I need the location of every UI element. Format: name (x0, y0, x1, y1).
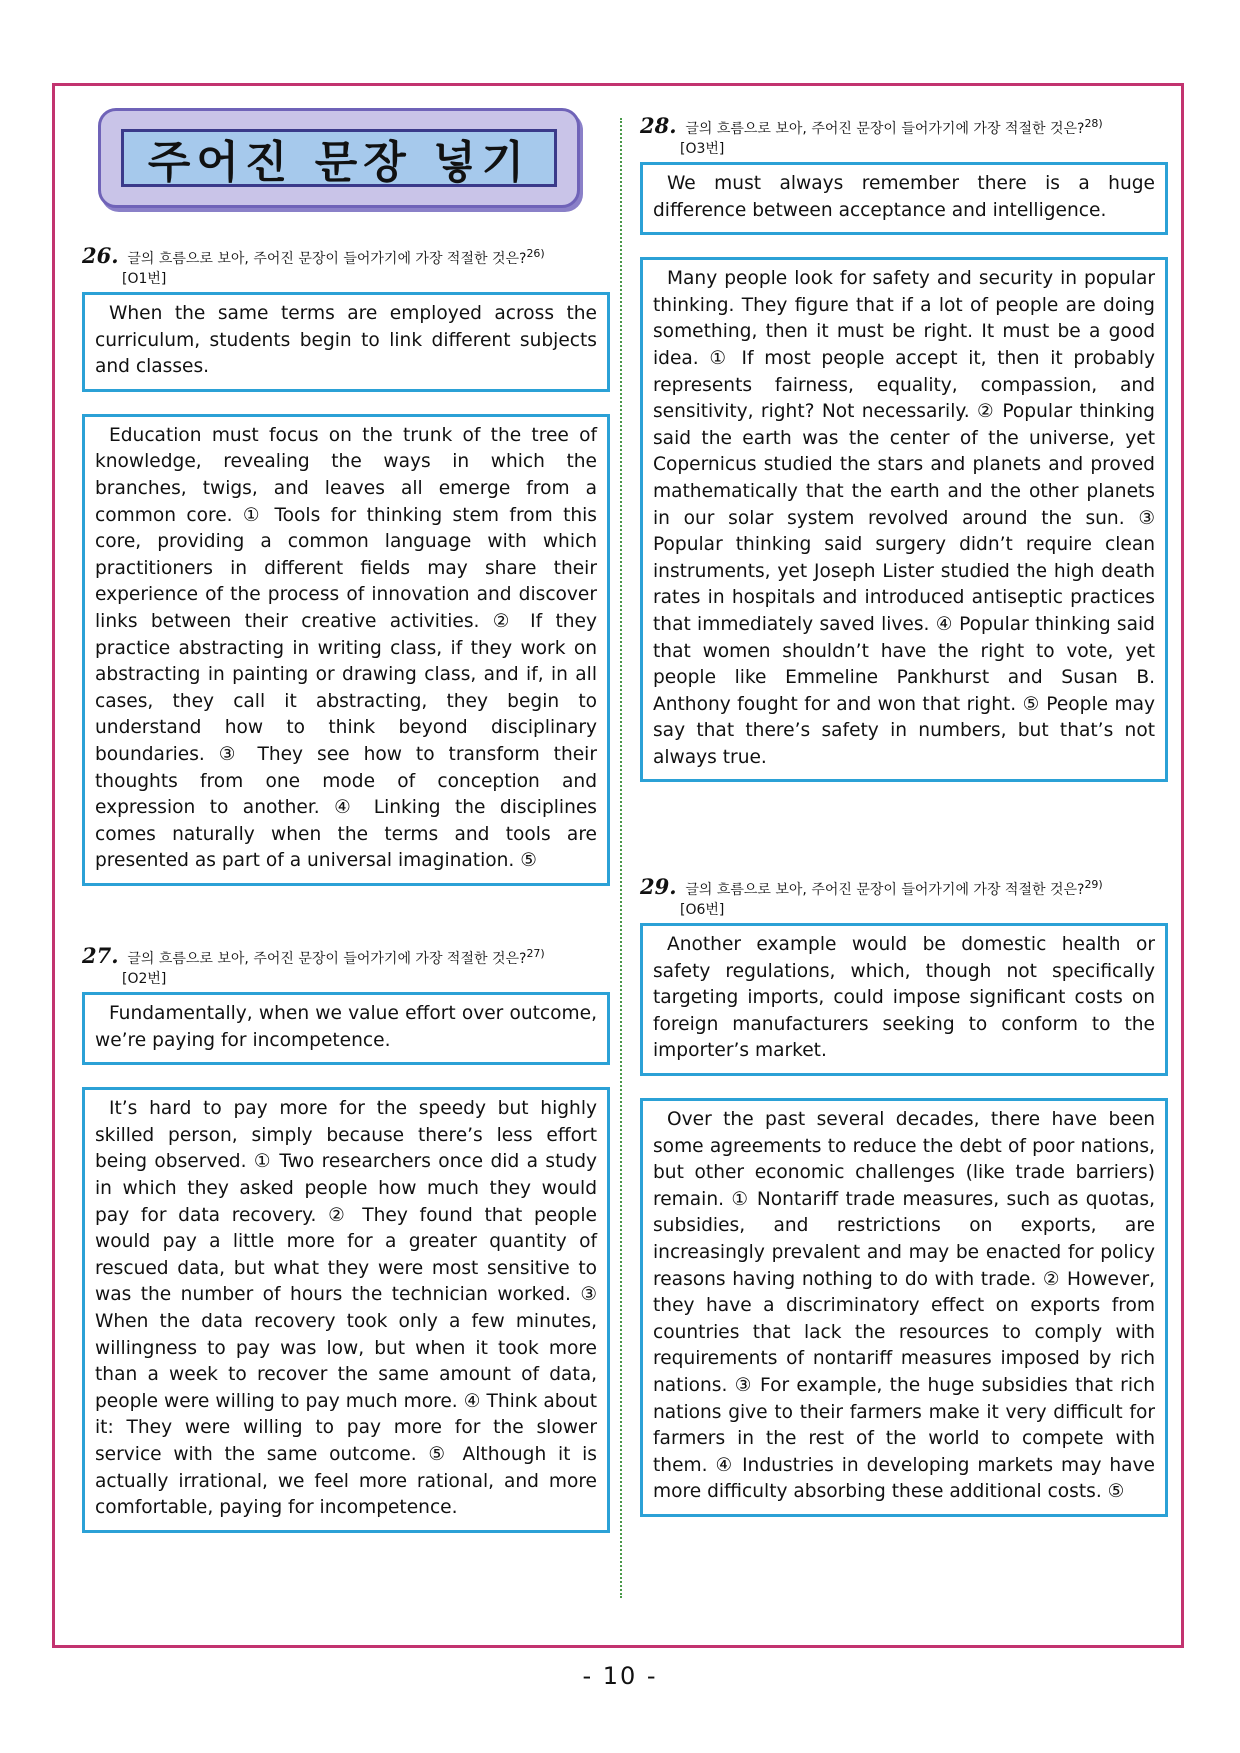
question-header (82, 943, 610, 988)
question-prompt: 글의 흐름으로 보아, 주어진 문장이 들어가기에 가장 적절한 것은? (685, 882, 1085, 898)
question-header (82, 243, 610, 288)
given-sentence-box: Fundamentally, when we value effort over outcome, we’re paying for incompetence. (82, 992, 610, 1065)
footnote-marker: 27) (526, 947, 545, 960)
footnote-marker: 28) (1084, 117, 1103, 130)
question-27 (82, 943, 610, 1533)
footnote-marker: 29) (1084, 878, 1103, 891)
given-sentence-box: Another example would be domestic health or safety regulations, which, though not specifically targeting imports, could impose significant costs on foreign manufacturers seeking to conform to the importer’s market. (640, 923, 1168, 1076)
question-code: [O2번] (122, 971, 167, 987)
question-number: 26. (82, 243, 119, 268)
section-title: 주어진 문장 넣기 (147, 137, 531, 188)
given-sentence-box: We must always remember there is a huge difference between acceptance and intelligence. (640, 162, 1168, 235)
question-prompt: 글의 흐름으로 보아, 주어진 문장이 들어가기에 가장 적절한 것은? (127, 251, 527, 267)
question-code: [O1번] (122, 271, 167, 287)
question-prompt: 글의 흐름으로 보아, 주어진 문장이 들어가기에 가장 적절한 것은? (127, 951, 527, 967)
column-divider (620, 118, 622, 1598)
question-header (640, 874, 1168, 919)
question-header (640, 113, 1168, 158)
passage-box: Over the past several decades, there have been some agreements to reduce the debt of poor nations, but other economic challenges (like trade barriers) remain. ① Nontariff trade measures, such as quotas, subsidies, and restrictions on exports, are increasingly prevalent and may be enacted for policy reasons having nothing to do with trade. ② However, they have a discriminatory effect on exports from countries that lack the resources to comply with requirements of nontariff measures imposed by rich nations. ③ For example, the huge subsidies that rich nations give to their farmers make it very difficult for farmers in the rest of the world to compete with them. ④ Industries in developing markets may have more difficulty absorbing these additional costs. ⑤ (640, 1098, 1168, 1517)
footnote-marker: 26) (526, 247, 545, 260)
question-code: [O6번] (680, 902, 725, 918)
passage-box: Education must focus on the trunk of the tree of knowledge, revealing the ways in which the branches, twigs, and leaves all emerge from a common core. ① Tools for thinking stem from this core, providing a common language with which practitioners in different fields may share their experience of the process of innovation and discover links between their creative activities. ② If they practice abstracting in writing class, if they work on abstracting in painting or drawing class, and if, in all cases, they call it abstracting, they begin to understand how to think beyond disciplinary boundaries. ③ They see how to transform their thoughts from one mode of conception and expression to another. ④ Linking the disciplines comes naturally when the terms and tools are presented as part of a universal imagination. ⑤ (82, 414, 610, 886)
given-sentence-box: When the same terms are employed across the curriculum, students begin to link different subjects and classes. (82, 292, 610, 392)
page-number: - 10 - (582, 1662, 658, 1690)
passage-box: It’s hard to pay more for the speedy but highly skilled person, simply because there’s less effort being observed. ① Two researchers once did a study in which they asked people how much they would pay for data recovery. ② They found that people would pay a little more for a greater quantity of rescued data, but what they were most sensitive to was the number of hours the technician worked. ③ When the data recovery took only a few minutes, willingness to pay was low, but when it took more than a week to recover the same amount of data, people were willing to pay much more. ④ Think about it: They were willing to pay more for the slower service with the same outcome. ⑤ Although it is actually irrational, we feel more rational, and more comfortable, paying for incompetence. (82, 1087, 610, 1533)
section-title-inner (121, 129, 557, 187)
question-29 (640, 874, 1168, 1517)
passage-box: Many people look for safety and security in popular thinking. They figure that if a lot of people are doing something, then it must be right. It must be a good idea. ① If most people accept it, then it probably represents fairness, equality, compassion, and sensitivity, right? Not necessarily. ② Popular thinking said the earth was the center of the universe, yet Copernicus studied the stars and planets and proved mathematically that the earth and the other planets in our solar system revolved around the sun. ③ Popular thinking said surgery didn’t require clean instruments, yet Joseph Lister studied the high death rates in hospitals and introduced antiseptic practices that immediately saved lives. ④ Popular thinking said that women shouldn’t have the right to vote, yet people like Emmeline Pankhurst and Susan B. Anthony fought for and won that right. ⑤ People may say that there’s safety in numbers, but that’s not always true. (640, 257, 1168, 782)
question-26 (82, 243, 610, 886)
question-code: [O3번] (680, 141, 725, 157)
question-number: 29. (640, 874, 677, 899)
question-number: 28. (640, 113, 677, 138)
question-prompt: 글의 흐름으로 보아, 주어진 문장이 들어가기에 가장 적절한 것은? (685, 121, 1085, 137)
section-title-badge (98, 108, 580, 208)
question-number: 27. (82, 943, 119, 968)
question-28 (640, 113, 1168, 782)
